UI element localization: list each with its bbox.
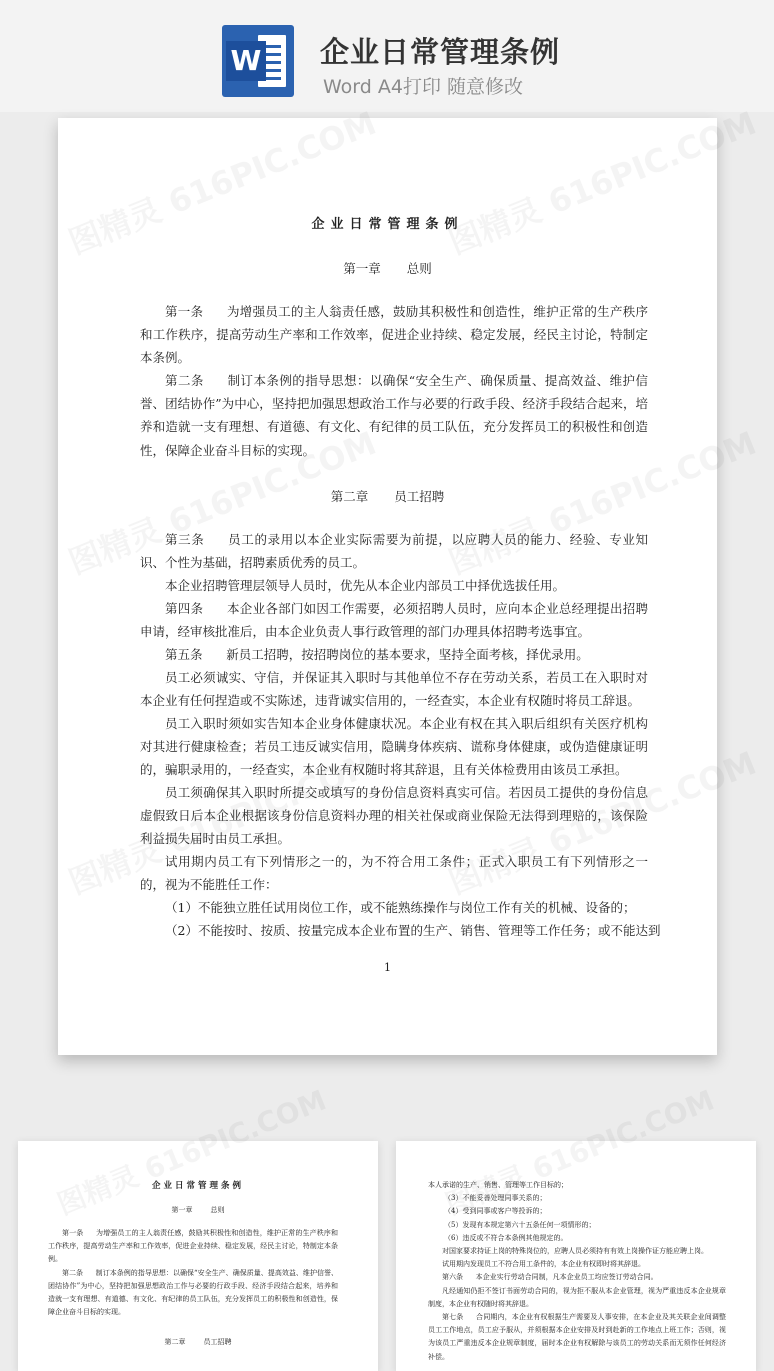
page-thumbnail-1[interactable]	[18, 1141, 378, 1371]
thumb-line: 对国家要求持证上岗的特殊岗位的，应聘人员必须持有有效上岗操作证方能应聘上岗。	[442, 1247, 708, 1256]
article-text: 本企业各部门如因工作需要，必须招聘人员时，应向本企业总经理提出招聘申请，经审核批准后，由本企业负责人事行政管理的部门办理具体招聘考选事宜。	[140, 601, 648, 640]
article-text: 新员工招聘，按招聘岗位的基本要求，坚持全面考核，择优录用。	[226, 647, 589, 662]
page-thumbnail-2[interactable]	[396, 1141, 756, 1371]
document-title: 企业日常管理条例	[311, 217, 464, 232]
thumb-paragraph	[48, 1267, 338, 1320]
chapter-number: 第二章	[164, 1338, 186, 1347]
header-subtitle: Word A4打印 随意修改	[323, 76, 524, 98]
thumb-line: 试用期内发现员工不符合用工条件的，本企业有权即时将其辞退。	[442, 1260, 645, 1269]
article-paragraph	[140, 597, 648, 643]
body-paragraph: 试用期内员工有下列情形之一的，为不符合用工条件；正式入职员工有下列情形之一的，视为不能胜任工作：	[140, 854, 648, 893]
article-label: 第一条	[62, 1229, 84, 1237]
article-label: 第五条	[165, 647, 203, 662]
article-text: 为增强员工的主人翁责任感，鼓励其积极性和创造性，维护正常的生产秩序和工作秩序，提高劳动生产率和工作效率，促进企业持续、稳定发展，经民主讨论，特制定本条例。	[140, 304, 648, 366]
article-text: 员工的录用以本企业实际需要为前提，以应聘人员的能力、经验、专业知识、个性为基础，招聘素质优秀的员工。	[140, 532, 648, 571]
article-label: 第七条	[442, 1313, 464, 1322]
article-paragraph	[140, 528, 648, 574]
thumb-paragraph	[428, 1271, 726, 1284]
list-item: （2）不能按时、按质、按量完成本企业布置的生产、销售、管理等工作任务；或不能达到	[165, 923, 661, 938]
thumb-chapter	[18, 1205, 378, 1215]
word-letter: W	[226, 41, 266, 81]
chapter-name: 总则	[406, 261, 432, 276]
article-paragraph	[140, 643, 648, 666]
thumb-title: 企业日常管理条例	[151, 1181, 244, 1191]
article-text: 制订本条例的指导思想：以确保“安全生产、确保质量、提高效益、维护信誉、团结协作”为中心，坚持把加强思想政治工作与必要的行政手段、经济手段结合起来，培养和造就一支有理想、有道德、有文化、有纪律的员工队伍，充分发挥员工的积极性和创造性，保障企业奋斗目标的实现。	[48, 1268, 339, 1317]
article-text: 合同期内，本企业有权根据生产需要及人事安排，在本企业及其关联企业间调整员工工作地点，员工应予服从，并须根据本企业安排及时到赴新的工作地点上班工作；否则，视为该员工严重违反本企业规章制度，届时本企业有权解除与该员工的劳动关系而无须作任何经济补偿。	[428, 1313, 727, 1361]
chapter-name: 总则	[210, 1206, 225, 1214]
article-label: 第四条	[165, 601, 204, 616]
article-text: 本企业实行劳动合同制，凡本企业员工均应签订劳动合同。	[475, 1273, 658, 1282]
article-label: 第二条	[165, 373, 204, 388]
word-icon	[222, 25, 294, 97]
article-paragraph	[140, 300, 648, 370]
thumb-line: （5）发现有本规定第六十五条任何一项情形的；	[444, 1220, 596, 1229]
chapter-name: 员工招聘	[203, 1338, 232, 1347]
watermark	[51, 1079, 332, 1223]
thumb-paragraph	[428, 1311, 726, 1364]
body-paragraph: 员工须确保其入职时所提交或填写的身份信息资料真实可信。若因员工提供的身份信息虚假致日后本企业根据该身份信息资料办理的相关社保或商业保险无法得到理赔的，该保险利益损失届时由员工承担。	[140, 785, 648, 847]
watermark	[61, 98, 382, 263]
article-label: 第二条	[62, 1268, 84, 1277]
thumb-line: （6）违反或不符合本条例其他规定的。	[444, 1233, 568, 1242]
thumb-paragraph: 凡经通知仍拒不签订书面劳动合同的，视为拒不服从本企业管理，视为严重违反本企业规章制度，本企业有权随时将其辞退。	[428, 1286, 726, 1308]
thumb-line: （4）受到同事或客户等投诉的；	[444, 1207, 547, 1216]
chapter-name: 员工招聘	[394, 489, 445, 504]
body-paragraph: 员工必须诚实、守信，并保证其入职时与其他单位不存在劳动关系，若员工在入职时对本企业有任何捏造或不实陈述，违背诚实信用的，一经查实，本企业有权随时将员工辞退。	[140, 670, 648, 709]
body-paragraph: 本企业招聘管理层领导人员时，优先从本企业内部员工中择优选拔任用。	[165, 578, 566, 593]
article-label: 第一条	[165, 304, 204, 319]
watermark	[441, 98, 762, 263]
chapter-number: 第一章	[343, 261, 381, 276]
thumb-line: 本人承诺的生产、销售、管理等工作目标的；	[428, 1181, 568, 1189]
header-title: 企业日常管理条例	[320, 35, 561, 69]
thumb-line: （3）不能妥善处理同事关系的；	[444, 1194, 547, 1203]
document-page	[58, 118, 717, 1055]
article-paragraph	[140, 369, 648, 462]
body-paragraph: 员工入职时须如实告知本企业身体健康状况。本企业有权在其入职后组织有关医疗机构对其进行健康检查；若员工违反诚实信用，隐瞒身体疾病、谎称身体健康，或伪造健康证明的，骗职录用的，一经查实，本企业有权随时将其辞退，且有关体检费用由该员工承担。	[140, 716, 648, 778]
thumb-paragraph	[48, 1227, 338, 1267]
page-number: 1	[384, 961, 391, 974]
page-header	[0, 0, 774, 112]
chapter-heading	[58, 487, 717, 505]
article-label: 第六条	[442, 1273, 463, 1282]
chapter-heading	[58, 259, 717, 277]
article-text: 制订本条例的指导思想：以确保“安全生产、确保质量、提高效益、维护信誉、团结协作”为中心，坚持把加强思想政治工作与必要的行政手段、经济手段结合起来，培养和造就一支有理想、有道德、有文化、有纪律的员工队伍，充分发挥员工的积极性和创造性，保障企业奋斗目标的实现。	[140, 373, 648, 458]
chapter-number: 第一章	[171, 1206, 193, 1214]
list-item: （1）不能独立胜任试用岗位工作，或不能熟练操作与岗位工作有关的机械、设备的；	[165, 900, 636, 915]
thumb-chapter	[18, 1337, 378, 1347]
article-text: 为增强员工的主人翁责任感，鼓励其积极性和创造性，维护正常的生产秩序和工作秩序，提高劳动生产率和工作效率，促进企业持续、稳定发展，经民主讨论，特制定本条例。	[48, 1229, 339, 1264]
article-label: 第三条	[165, 532, 205, 547]
chapter-number: 第二章	[330, 489, 369, 504]
